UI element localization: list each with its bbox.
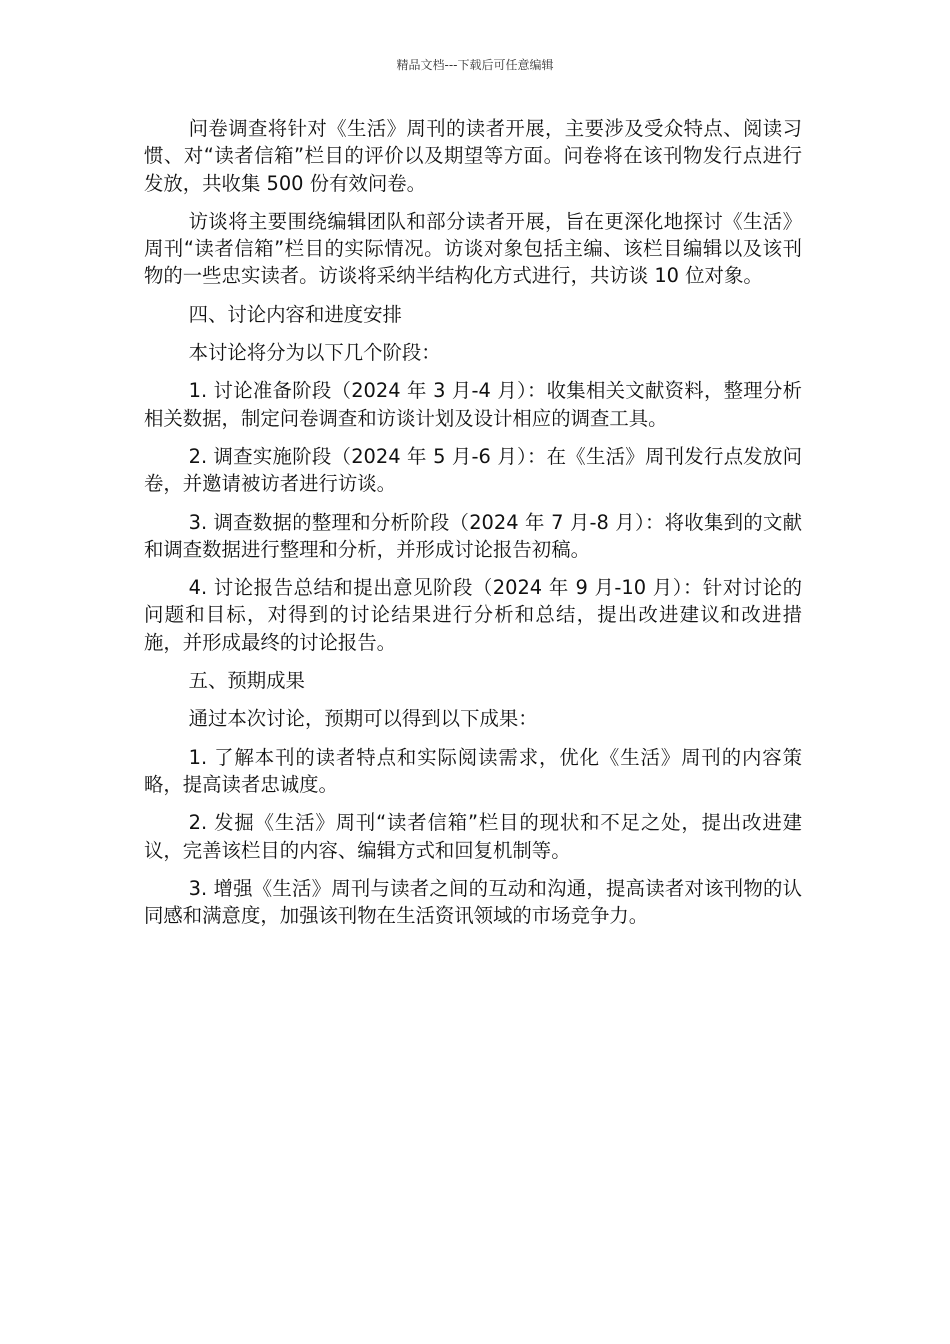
paragraph-stages-intro: 本讨论将分为以下几个阶段： <box>188 341 441 365</box>
list-item-stage-3: 3. 调查数据的整理和分析阶段（2024 年 7 月-8 月）：将收集到的文献和调查数据进行整理和分析，并形成讨论报告初稿。 <box>144 510 802 561</box>
list-item-stage-2: 2. 调查实施阶段（2024 年 5 月-6 月）：在《生活》周刊发行点发放问卷，并邀请被访者进行访谈。 <box>144 444 802 496</box>
section-heading-schedule: 四、讨论内容和进度安排 <box>188 302 402 326</box>
paragraph-interview: 访谈将主要围绕编辑团队和部分读者开展，旨在更深化地探讨《生活》周刊“读者信箱”栏目的实际情况。访谈对象包括主编、该栏目编辑以及该刊物的一些忠实读者。访谈将采纳半结构化方式进行，共访谈 10 位对象。 <box>144 209 802 288</box>
document-body <box>144 115 802 940</box>
list-item-outcome-2: 2. 发掘《生活》周刊“读者信箱”栏目的现状和不足之处，提出改进建议，完善该栏目的内容、编辑方式和回复机制等。 <box>144 811 802 862</box>
list-item-outcome-3: 3. 增强《生活》周刊与读者之间的互动和沟通，提高读者对该刊物的认同感和满意度，加强该刊物在生活资讯领域的市场竞争力。 <box>144 876 802 928</box>
list-item-stage-4: 4. 讨论报告总结和提出意见阶段（2024 年 9 月-10 月）：针对讨论的问题和目标，对得到的讨论结果进行分析和总结，提出改进建议和改进措施，并形成最终的讨论报告。 <box>144 576 802 654</box>
list-item-stage-1: 1. 讨论准备阶段（2024 年 3 月-4 月）：收集相关文献资料，整理分析相关数据，制定问卷调查和访谈计划及设计相应的调查工具。 <box>144 379 802 430</box>
paragraph-outcomes-intro: 通过本次讨论，预期可以得到以下成果： <box>188 707 538 731</box>
page-header: 精品文档---下载后可任意编辑 <box>396 58 554 72</box>
paragraph-survey: 问卷调查将针对《生活》周刊的读者开展，主要涉及受众特点、阅读习惯、对“读者信箱”栏目的评价以及期望等方面。问卷将在该刊物发行点进行发放，共收集 500 份有效问卷。 <box>144 117 802 195</box>
list-item-outcome-1: 1. 了解本刊的读者特点和实际阅读需求，优化《生活》周刊的内容策略，提高读者忠诚度。 <box>144 745 802 796</box>
section-heading-outcomes: 五、预期成果 <box>188 669 305 693</box>
